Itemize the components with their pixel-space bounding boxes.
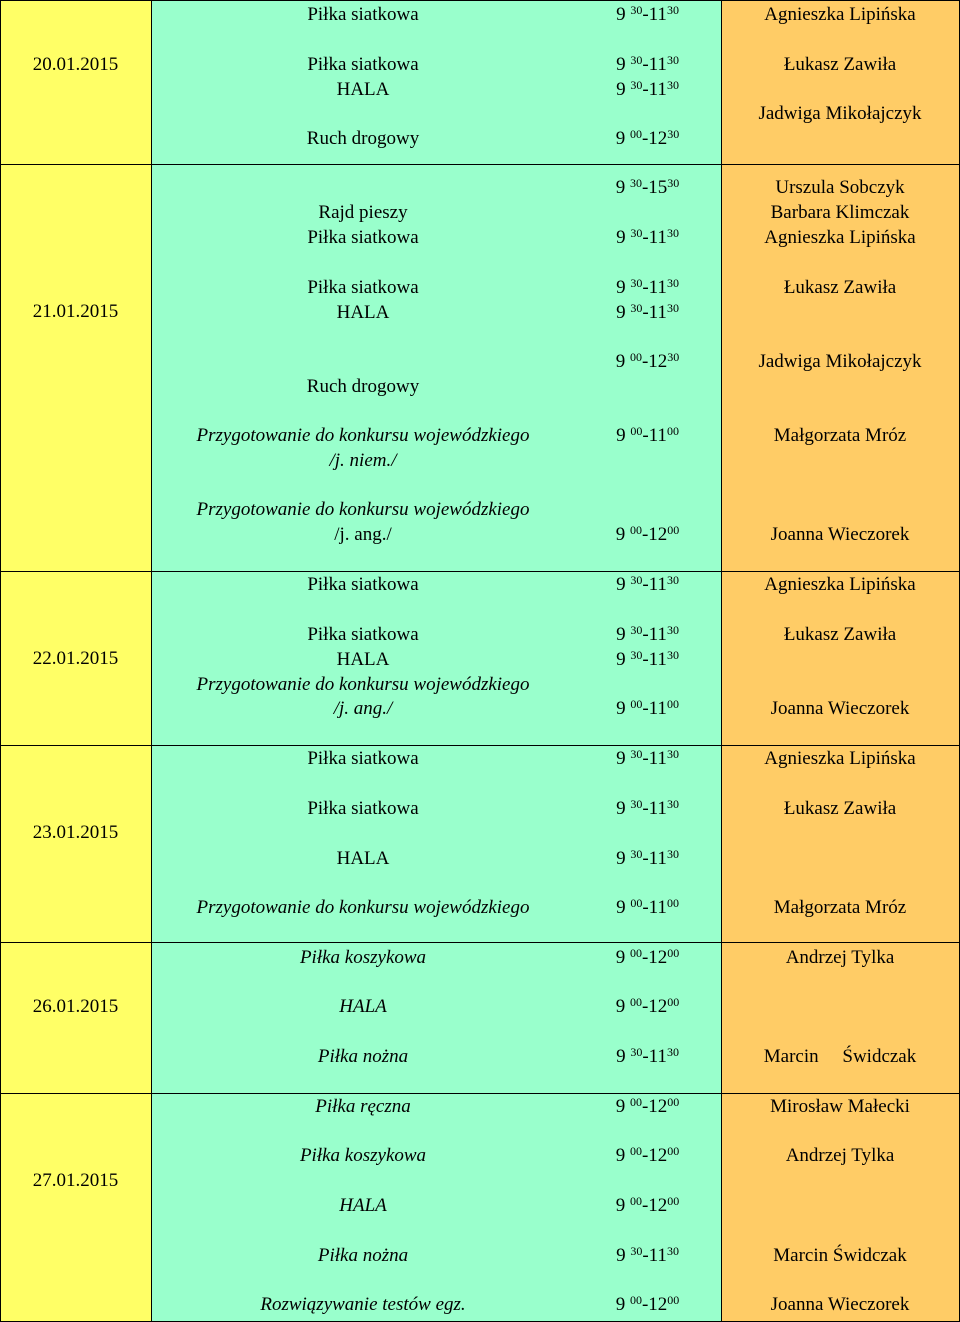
activity-cell: Przygotowanie do konkursu wojewódzkiego: [196, 499, 530, 520]
teacher-cell: Urszula Sobczyk: [775, 177, 905, 198]
teacher-cell: Jadwiga Mikołajczyk: [758, 103, 922, 124]
teacher-cell: Andrzej Tylka: [785, 1145, 895, 1166]
teacher-cell: Agnieszka Lipińska: [764, 227, 916, 248]
teacher-cell: Agnieszka Lipińska: [764, 574, 916, 595]
day-separator-line: [0, 745, 960, 746]
grid-vertical-line: [151, 0, 152, 1322]
activity-cell: Przygotowanie do konkursu wojewódzkiego: [196, 425, 530, 446]
time-cell: 9 $^{30}-11^{30}$: [616, 1045, 679, 1067]
teacher-cell: Joanna Wieczorek: [770, 524, 910, 545]
time-cell: 9 $^{00}-12^{00}$: [615, 1095, 680, 1117]
time-cell: 9 $^{00}-12^{30}$: [615, 127, 680, 149]
time-cell: 9 $^{30}-11^{30}$: [616, 847, 679, 869]
activity-cell: Przygotowanie do konkursu wojewódzkiego: [196, 674, 530, 695]
teacher-cell: Mirosław Małecki: [770, 1096, 910, 1117]
time-cell: 9 $^{30}-11^{30}$: [616, 573, 679, 595]
teacher-cell: Agnieszka Lipińska: [764, 4, 916, 25]
time-cell: 9 $^{30}-11^{30}$: [616, 623, 679, 645]
date-cell: 21.01.2015: [32, 301, 119, 322]
teacher-cell: Łukasz Zawiła: [783, 277, 897, 298]
grid-vertical-line: [721, 0, 722, 1322]
activity-cell: Piłka nożna: [317, 1245, 409, 1266]
activity-cell: /j. ang./: [334, 524, 392, 545]
day-separator-line: [0, 1093, 960, 1094]
time-cell: 9 $^{30}-11^{30}$: [616, 276, 679, 298]
teacher-cell: Barbara Klimczak: [770, 202, 910, 223]
time-cell: 9 $^{30}-11^{30}$: [616, 797, 679, 819]
activity-cell: HALA: [336, 302, 390, 323]
activity-cell: Ruch drogowy: [306, 128, 420, 149]
date-cell: 23.01.2015: [32, 822, 119, 843]
time-cell: 9 $^{00}-11^{00}$: [616, 697, 679, 719]
time-cell: 9 $^{00}-11^{00}$: [616, 424, 679, 446]
activity-cell: Piłka siatkowa: [307, 798, 419, 819]
time-cell: 9 $^{00}-12^{00}$: [615, 1293, 680, 1315]
teacher-cell: Joanna Wieczorek: [770, 1294, 910, 1315]
activity-cell: HALA: [336, 79, 390, 100]
teacher-cell: Łukasz Zawiła: [783, 624, 897, 645]
date-cell: 26.01.2015: [32, 996, 119, 1017]
teacher-cell: Agnieszka Lipińska: [764, 748, 916, 769]
activity-cell: Piłka nożna: [317, 1046, 409, 1067]
time-cell: 9 $^{30}-11^{30}$: [616, 78, 679, 100]
time-cell: 9 $^{30}-11^{30}$: [616, 53, 679, 75]
activity-cell: Rozwiązywanie testów egz.: [260, 1294, 466, 1315]
time-cell: 9 $^{00}-12^{00}$: [615, 523, 680, 545]
activity-cell: Piłka siatkowa: [307, 227, 419, 248]
activity-cell: HALA: [339, 996, 387, 1017]
activity-cell: HALA: [339, 1195, 387, 1216]
activity-cell: HALA: [336, 649, 390, 670]
activity-cell: Piłka siatkowa: [307, 277, 419, 298]
time-cell: 9 $^{30}-11^{30}$: [616, 301, 679, 323]
day-separator-line: [0, 571, 960, 572]
activity-cell: /j. niem./: [329, 450, 397, 471]
teacher-cell: Małgorzata Mróz: [773, 897, 907, 918]
activity-cell: Piłka koszykowa: [299, 947, 427, 968]
activity-cell: Piłka siatkowa: [307, 54, 419, 75]
activity-cell: Piłka siatkowa: [307, 624, 419, 645]
time-cell: 9 $^{00}-12^{30}$: [615, 350, 680, 372]
activity-cell: Piłka ręczna: [315, 1096, 411, 1117]
grid-horizontal-line: [0, 0, 960, 1]
teacher-cell: Joanna Wieczorek: [770, 698, 910, 719]
time-cell: 9 $^{30}-15^{30}$: [615, 176, 680, 198]
activity-cell: Piłka koszykowa: [299, 1145, 427, 1166]
teacher-cell: Jadwiga Mikołajczyk: [758, 351, 922, 372]
activity-cell: /j. ang./: [333, 698, 393, 719]
time-cell: 9 $^{30}-11^{30}$: [616, 1244, 679, 1266]
time-cell: 9 $^{00}-12^{00}$: [615, 995, 680, 1017]
activity-cell: Rajd pieszy: [318, 202, 408, 223]
time-cell: 9 $^{30}-11^{30}$: [616, 747, 679, 769]
teacher-cell: Małgorzata Mróz: [773, 425, 907, 446]
activity-cell: HALA: [336, 848, 390, 869]
teacher-cell: Marcin Świdczak: [763, 1046, 917, 1067]
activity-cell: Piłka siatkowa: [307, 4, 419, 25]
time-cell: 9 $^{00}-12^{00}$: [615, 1144, 680, 1166]
date-cell: 20.01.2015: [32, 54, 119, 75]
time-cell: 9 $^{30}-11^{30}$: [616, 3, 679, 25]
teacher-cell: Andrzej Tylka: [785, 947, 895, 968]
date-cell: 27.01.2015: [32, 1170, 119, 1191]
time-cell: 9 $^{00}-12^{00}$: [615, 946, 680, 968]
time-cell: 9 $^{30}-11^{30}$: [616, 226, 679, 248]
activity-cell: Piłka siatkowa: [307, 574, 419, 595]
day-separator-line: [0, 942, 960, 943]
time-cell: 9 $^{00}-11^{00}$: [616, 896, 679, 918]
date-cell: 22.01.2015: [32, 648, 119, 669]
teacher-cell: Marcin Świdczak: [773, 1245, 907, 1266]
activity-cell: Ruch drogowy: [306, 376, 420, 397]
activity-cell: Przygotowanie do konkursu wojewódzkiego: [196, 897, 530, 918]
teacher-cell: Łukasz Zawiła: [783, 54, 897, 75]
time-cell: 9 $^{30}-11^{30}$: [616, 648, 679, 670]
day-separator-line: [0, 164, 960, 165]
teacher-cell: Łukasz Zawiła: [783, 798, 897, 819]
time-cell: 9 $^{00}-12^{00}$: [615, 1194, 680, 1216]
activity-cell: Piłka siatkowa: [307, 748, 419, 769]
